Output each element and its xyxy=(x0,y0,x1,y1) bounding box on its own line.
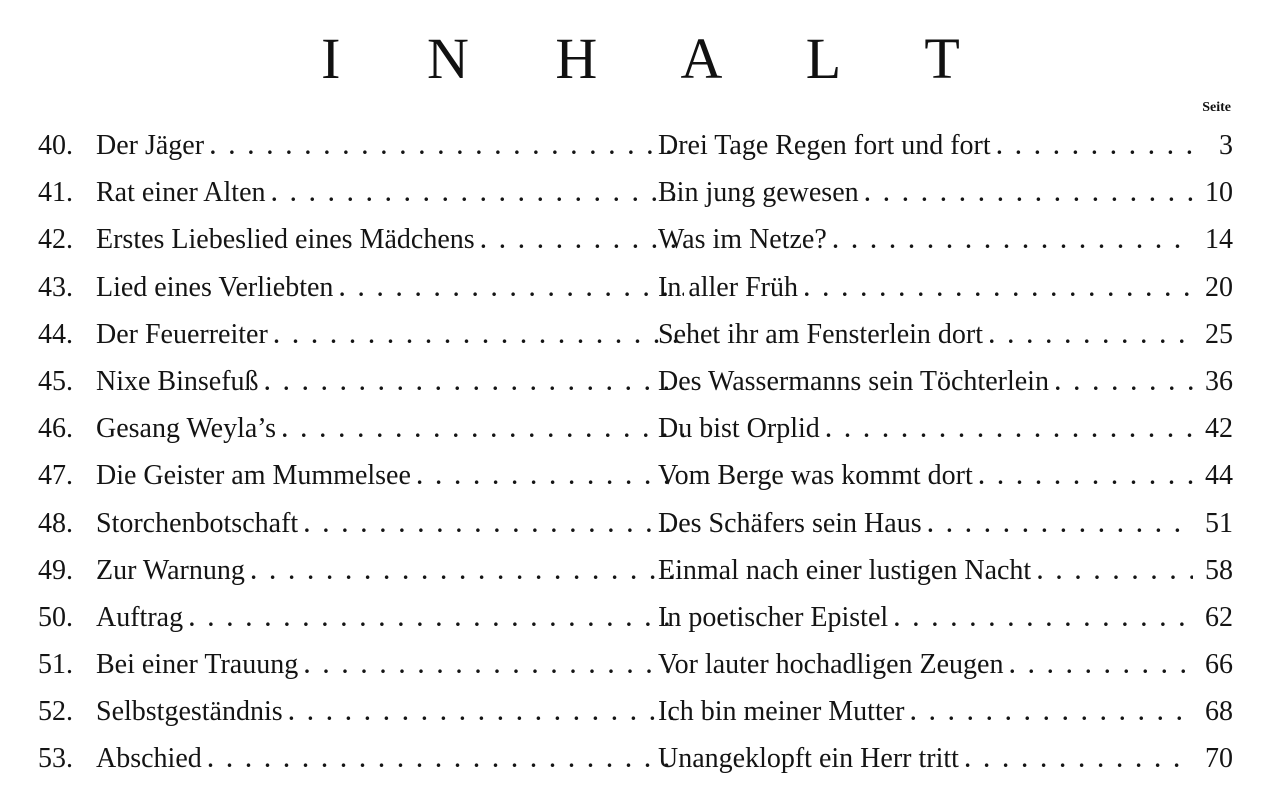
entry-title: Zur Warnung xyxy=(96,554,245,586)
dot-leader xyxy=(833,217,1193,264)
toc-entry xyxy=(38,641,1233,688)
entry-page: 25 xyxy=(1205,318,1233,350)
dot-leader xyxy=(965,736,1193,783)
dot-leader xyxy=(910,689,1193,736)
entry-first-line: Was im Netze? xyxy=(658,224,827,256)
entry-title: Die Geister am Mummelsee xyxy=(96,460,411,492)
entry-first-line: Vom Berge was kommt dort xyxy=(658,460,973,492)
dot-leader xyxy=(304,642,684,689)
entry-first-line: Einmal nach einer lustigen Nacht xyxy=(658,554,1032,586)
entry-title: Selbstgeständnis xyxy=(96,696,283,728)
toc-entry xyxy=(38,452,1233,499)
dot-leader xyxy=(282,406,684,453)
entry-page: 70 xyxy=(1205,743,1233,775)
entry-number: 47. xyxy=(38,460,73,492)
toc-entry xyxy=(38,547,1233,594)
entry-title: Erstes Liebeslied eines Mädchens xyxy=(96,224,475,256)
dot-leader xyxy=(894,595,1193,642)
entry-number: 45. xyxy=(38,365,73,397)
entry-title: Rat einer Alten xyxy=(96,177,266,209)
toc-entry xyxy=(38,405,1233,452)
dot-leader xyxy=(979,453,1193,500)
toc-entry xyxy=(38,122,1233,169)
entry-first-line: Des Schäfers sein Haus xyxy=(658,507,922,539)
dot-leader xyxy=(289,689,684,736)
entry-first-line: Drei Tage Regen fort und fort xyxy=(658,130,991,161)
entry-title: Lied eines Verliebten xyxy=(96,271,334,303)
entry-title: Storchenbotschaft xyxy=(96,507,299,539)
page-title: I N H A L T xyxy=(321,26,996,91)
dot-leader xyxy=(304,501,684,548)
entry-page: 14 xyxy=(1205,224,1233,256)
entry-number: 49. xyxy=(38,554,73,586)
entry-page: 10 xyxy=(1205,177,1233,209)
entry-page: 51 xyxy=(1205,507,1233,539)
dot-leader xyxy=(928,501,1193,548)
toc-entry xyxy=(38,216,1233,263)
dot-leader xyxy=(189,595,684,642)
dot-leader xyxy=(417,453,684,500)
entry-title: Auftrag xyxy=(96,601,184,633)
entry-number: 46. xyxy=(38,413,73,445)
entry-number: 50. xyxy=(38,601,73,633)
entry-page: 42 xyxy=(1205,413,1233,445)
toc-entry xyxy=(38,358,1233,405)
entry-number: 52. xyxy=(38,696,73,728)
dot-leader xyxy=(865,170,1193,217)
entry-first-line: Unangeklopft ein Herr tritt xyxy=(658,743,959,775)
entry-title: Der Jäger xyxy=(96,130,205,161)
dot-leader xyxy=(997,123,1193,170)
entry-title: Gesang Weyla’s xyxy=(96,413,276,445)
entry-number: 40. xyxy=(38,130,73,161)
page-column-label: Seite xyxy=(1202,100,1231,115)
entry-first-line: Bin jung gewesen xyxy=(658,177,859,209)
dot-leader xyxy=(826,406,1193,453)
dot-leader xyxy=(339,265,684,312)
toc-entry xyxy=(38,735,1233,782)
dot-leader xyxy=(272,170,684,217)
entry-first-line: Ich bin meiner Mutter xyxy=(658,696,905,728)
entry-page: 58 xyxy=(1205,554,1233,586)
toc-entry xyxy=(38,688,1233,735)
entry-page: 20 xyxy=(1205,271,1233,303)
entry-number: 51. xyxy=(38,649,73,681)
entry-page: 36 xyxy=(1205,365,1233,397)
entry-page: 3 xyxy=(1219,130,1233,161)
dot-leader xyxy=(989,312,1193,359)
dot-leader xyxy=(1037,548,1193,595)
entry-first-line: Des Wassermanns sein Töchterlein xyxy=(658,365,1049,397)
entry-title: Bei einer Trauung xyxy=(96,649,299,681)
entry-page: 66 xyxy=(1205,649,1233,681)
entry-page: 44 xyxy=(1205,460,1233,492)
dot-leader xyxy=(1009,642,1193,689)
toc-list xyxy=(38,122,1233,783)
dot-leader xyxy=(274,312,684,359)
dot-leader xyxy=(481,217,684,264)
entry-first-line: Vor lauter hochadligen Zeugen xyxy=(658,649,1004,681)
toc-entry xyxy=(38,594,1233,641)
dot-leader xyxy=(265,359,684,406)
toc-entry xyxy=(38,264,1233,311)
dot-leader xyxy=(210,123,684,170)
entry-title: Abschied xyxy=(96,743,202,775)
toc-entry xyxy=(38,169,1233,216)
entry-first-line: Sehet ihr am Fensterlein dort xyxy=(658,318,984,350)
entry-first-line: In aller Früh xyxy=(658,271,798,303)
dot-leader xyxy=(208,736,684,783)
entry-number: 43. xyxy=(38,271,73,303)
dot-leader xyxy=(804,265,1193,312)
entry-number: 42. xyxy=(38,224,73,256)
entry-page: 62 xyxy=(1205,601,1233,633)
entry-first-line: In poetischer Epistel xyxy=(658,601,889,633)
entry-number: 48. xyxy=(38,507,73,539)
toc-entry xyxy=(38,500,1233,547)
entry-number: 53. xyxy=(38,743,73,775)
entry-number: 41. xyxy=(38,177,73,209)
toc-entry xyxy=(38,311,1233,358)
dot-leader xyxy=(251,548,684,595)
entry-first-line: Du bist Orplid xyxy=(658,413,820,445)
entry-number: 44. xyxy=(38,318,73,350)
dot-leader xyxy=(1055,359,1193,406)
entry-title: Der Feuerreiter xyxy=(96,318,268,350)
entry-page: 68 xyxy=(1205,696,1233,728)
entry-title: Nixe Binsefuß xyxy=(96,365,259,397)
